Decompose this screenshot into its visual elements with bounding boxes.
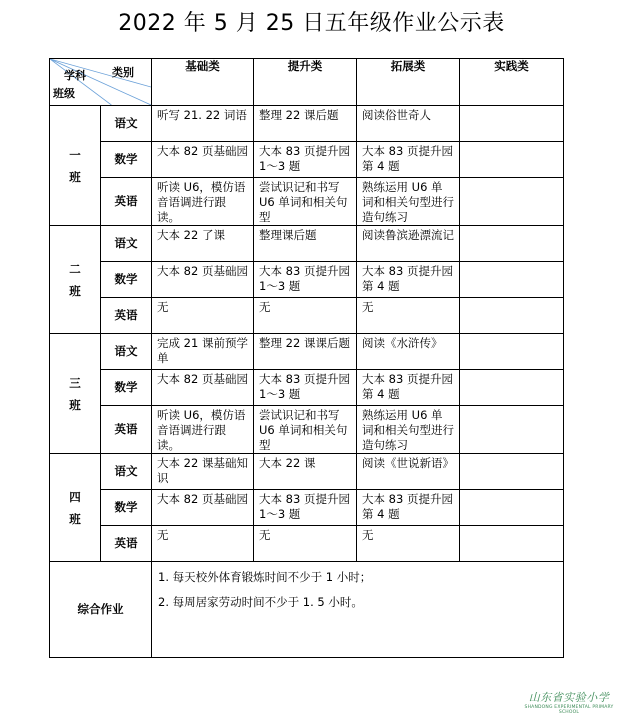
table-cell	[460, 106, 564, 142]
table-cell: 大本 83 页提升园 1～3 题	[254, 370, 357, 406]
table-row	[50, 178, 564, 226]
table-cell: 无	[357, 526, 460, 562]
table-cell: 大本 22 了课	[152, 226, 254, 262]
table-cell	[460, 334, 564, 370]
table-row	[50, 106, 564, 142]
table-row	[50, 406, 564, 454]
class-name-cell: 四 班	[50, 454, 101, 562]
corner-label-class: 班级	[53, 87, 75, 100]
table-cell: 阅读俗世奇人	[357, 106, 460, 142]
table-cell: 无	[254, 526, 357, 562]
table-cell	[460, 142, 564, 178]
table-cell: 大本 83 页提升园 第 4 题	[357, 142, 460, 178]
table-row	[50, 370, 564, 406]
table-row	[50, 142, 564, 178]
table-cell: 大本 82 页基础园	[152, 142, 254, 178]
school-logo-cn: 山东省实验小学	[528, 691, 610, 704]
subject-cell: 英语	[101, 526, 152, 562]
summary-row	[50, 562, 564, 658]
table-cell: 阅读鲁滨逊漂流记	[357, 226, 460, 262]
table-row	[50, 262, 564, 298]
page-title: 2022 年 5 月 25 日五年级作业公示表	[118, 11, 505, 36]
subject-cell: 数学	[101, 262, 152, 298]
table-cell: 无	[254, 298, 357, 334]
table-row	[50, 334, 564, 370]
table-cell: 听读 U6，模仿语音语调进行跟读。	[152, 178, 254, 226]
table-cell: 尝试识记和书写 U6 单词和相关句型	[254, 406, 357, 454]
column-header-basic: 基础类	[152, 59, 254, 106]
summary-item: 2. 每周居家劳动时间不少于 1. 5 小时。	[158, 595, 363, 609]
table-cell: 大本 82 页基础园	[152, 370, 254, 406]
table-row	[50, 226, 564, 262]
table-cell	[460, 178, 564, 226]
corner-header-cell	[50, 59, 152, 106]
table-cell: 大本 83 页提升园 第 4 题	[357, 370, 460, 406]
table-cell: 熟练运用 U6 单词和相关句型进行造句练习	[357, 406, 460, 454]
summary-label: 综合作业	[50, 562, 152, 658]
subject-cell: 语文	[101, 106, 152, 142]
table-cell: 完成 21 课前预学单	[152, 334, 254, 370]
table-cell: 无	[152, 298, 254, 334]
subject-cell: 语文	[101, 454, 152, 490]
table-cell: 听写 21. 22 词语	[152, 106, 254, 142]
homework-table	[49, 58, 564, 658]
table-cell	[460, 454, 564, 490]
column-header-practice: 实践类	[460, 59, 564, 106]
subject-cell: 英语	[101, 298, 152, 334]
table-cell: 大本 83 页提升园 第 4 题	[357, 490, 460, 526]
table-cell	[460, 370, 564, 406]
table-cell: 尝试识记和书写 U6 单词和相关句型	[254, 178, 357, 226]
table-row	[50, 490, 564, 526]
subject-cell: 语文	[101, 334, 152, 370]
table-cell: 无	[152, 526, 254, 562]
table-cell: 大本 82 页基础园	[152, 262, 254, 298]
class-name-cell: 一 班	[50, 106, 101, 226]
column-header-advanced: 提升类	[254, 59, 357, 106]
school-logo-en: SHANDONG EXPERIMENTAL PRIMARY SCHOOL	[524, 705, 614, 715]
column-header-extension: 拓展类	[357, 59, 460, 106]
table-cell: 大本 83 页提升园 1～3 题	[254, 262, 357, 298]
table-cell: 大本 83 页提升园 1～3 题	[254, 142, 357, 178]
summary-content	[152, 562, 564, 658]
table-cell	[460, 298, 564, 334]
class-name-cell: 三 班	[50, 334, 101, 454]
class-name-cell: 二 班	[50, 226, 101, 334]
table-cell: 大本 22 课基础知识	[152, 454, 254, 490]
subject-cell: 语文	[101, 226, 152, 262]
table-cell: 熟练运用 U6 单词和相关句型进行造句练习	[357, 178, 460, 226]
table-cell: 整理课后题	[254, 226, 357, 262]
table-cell: 阅读《水浒传》	[357, 334, 460, 370]
table-cell	[460, 262, 564, 298]
table-row	[50, 526, 564, 562]
subject-cell: 英语	[101, 406, 152, 454]
table-cell	[460, 226, 564, 262]
corner-label-subject: 学科	[64, 69, 86, 82]
table-cell	[460, 490, 564, 526]
table-cell	[460, 406, 564, 454]
table-cell: 听读 U6，模仿语音语调进行跟读。	[152, 406, 254, 454]
subject-cell: 数学	[101, 142, 152, 178]
table-cell: 整理 22 课课后题	[254, 334, 357, 370]
table-cell: 无	[357, 298, 460, 334]
table-row	[50, 454, 564, 490]
header-row	[50, 59, 564, 106]
subject-cell: 数学	[101, 490, 152, 526]
table-cell: 大本 82 页基础园	[152, 490, 254, 526]
table-cell: 大本 83 页提升园 第 4 题	[357, 262, 460, 298]
subject-cell: 英语	[101, 178, 152, 226]
school-logo	[523, 689, 615, 715]
corner-label-category: 类别	[112, 66, 134, 79]
summary-item: 1. 每天校外体育锻炼时间不少于 1 小时；	[158, 570, 372, 584]
subject-cell: 数学	[101, 370, 152, 406]
table-cell: 阅读《世说新语》	[357, 454, 460, 490]
table-cell: 大本 83 页提升园 1～3 题	[254, 490, 357, 526]
table-cell	[460, 526, 564, 562]
table-cell: 整理 22 课后题	[254, 106, 357, 142]
table-row	[50, 298, 564, 334]
table-cell: 大本 22 课	[254, 454, 357, 490]
